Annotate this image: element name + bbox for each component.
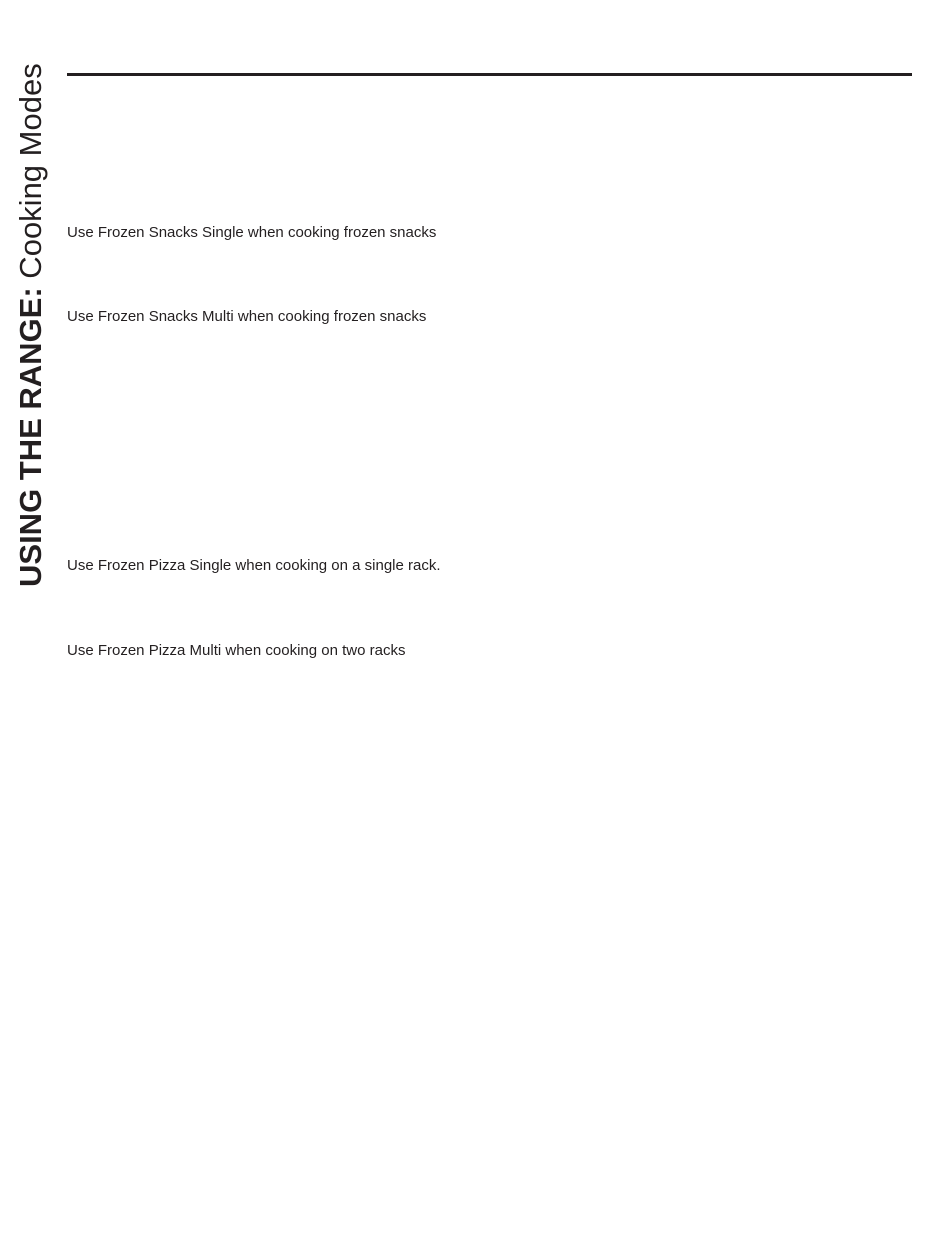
frozen-pizza-single-text: Use Frozen Pizza Single when cooking on a single rack. bbox=[67, 557, 441, 574]
frozen-pizza-multi-text: Use Frozen Pizza Multi when cooking on two racks bbox=[67, 642, 406, 659]
header-rule bbox=[67, 73, 912, 76]
section-heading-bold: USING THE RANGE: bbox=[13, 287, 48, 587]
frozen-snacks-single-text: Use Frozen Snacks Single when cooking frozen snacks bbox=[67, 224, 437, 241]
section-heading-light: Cooking Modes bbox=[13, 63, 48, 279]
section-heading bbox=[13, 27, 49, 587]
frozen-snacks-multi-text: Use Frozen Snacks Multi when cooking frozen snacks bbox=[67, 308, 427, 325]
